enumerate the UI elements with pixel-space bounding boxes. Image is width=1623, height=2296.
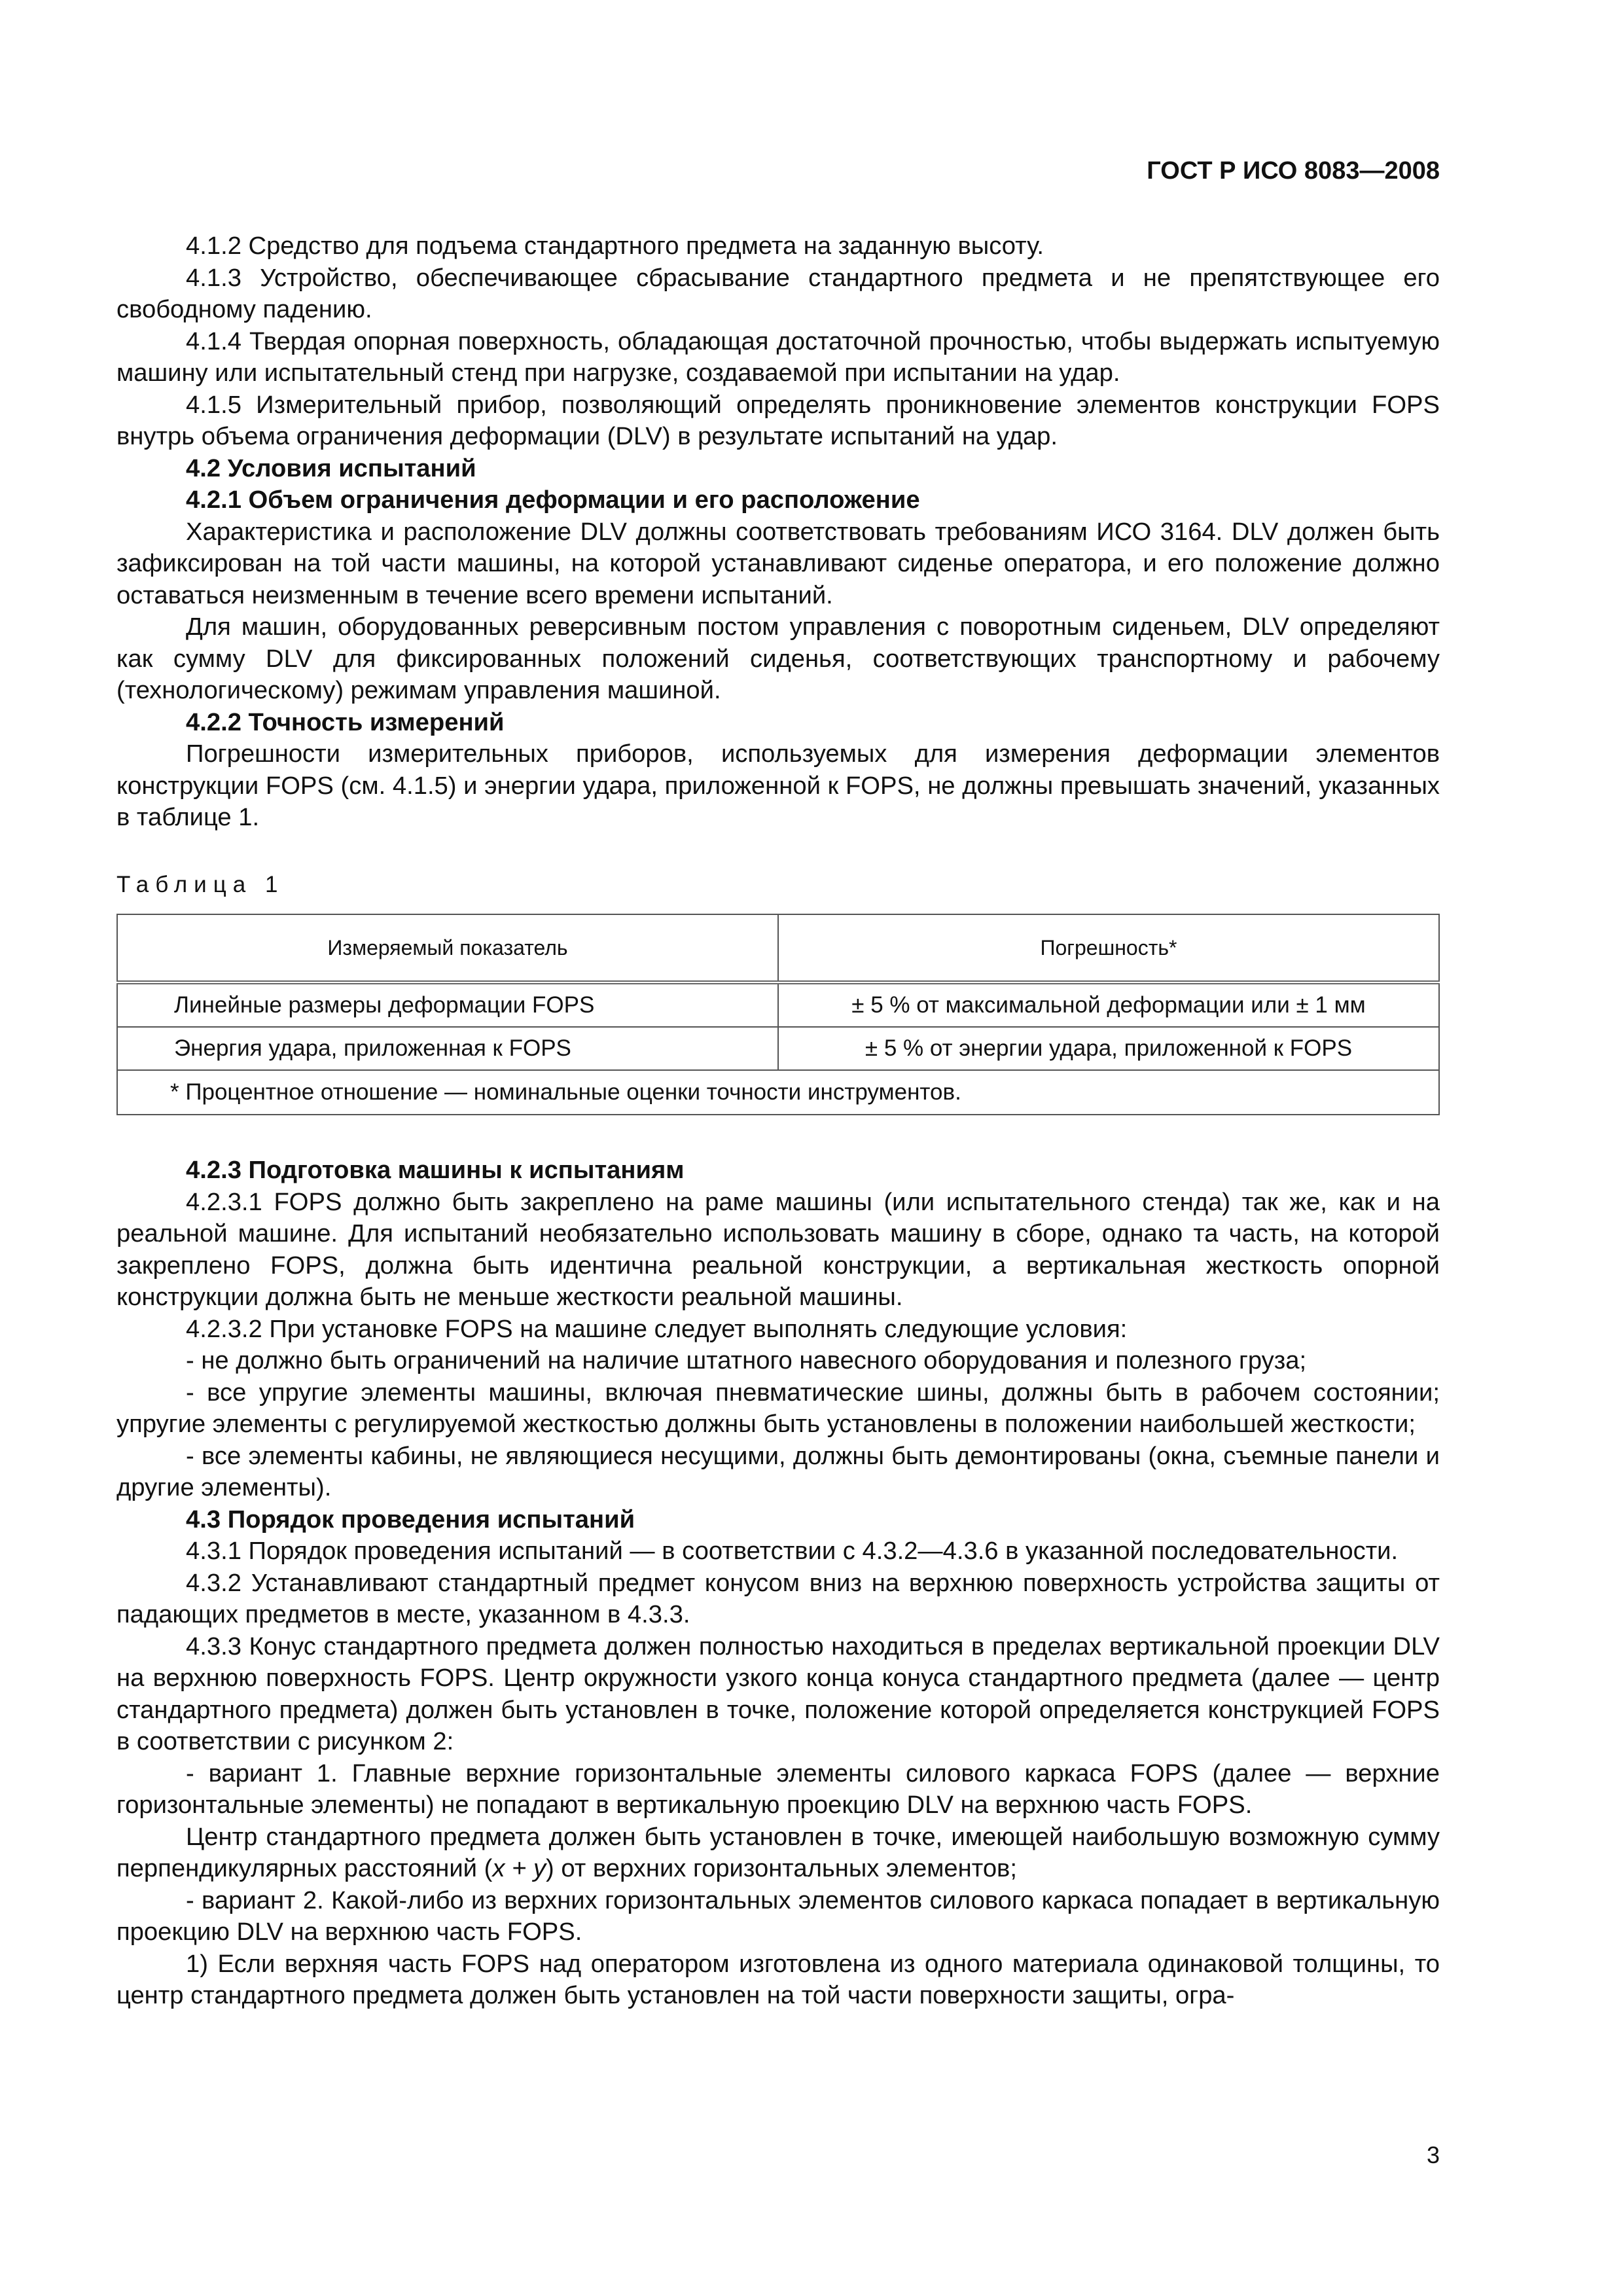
list-item: - все упругие элементы машины, включая пневматические шины, должны быть в рабочем состоянии; упругие элементы с регулируемой жесткостью должны быть установлены в положении наибольшей жесткости; bbox=[116, 1378, 1440, 1438]
section-heading: 4.2 Условия испытаний bbox=[186, 454, 476, 482]
document-body bbox=[116, 230, 1440, 2012]
table-cell: ± 5 % от максимальной деформации или ± 1 мм bbox=[778, 982, 1439, 1027]
paragraph: 4.3.3 Конус стандартного предмета должен полностью находиться в пределах вертикальной проекции DLV на верхнюю поверхность FOPS. Центр окружности узкого конца конуса стандартного предмета (далее — центр стандартного предмета) должен быть установлен в точке, положение которой определяется конструкцией FOPS в соответствии с рисунком 2: bbox=[116, 1632, 1440, 1755]
text-span: Центр стандартного предмета должен быть установлен в точке, имеющей наибольшую возможную сумму перпендикулярных расстояний ( bbox=[116, 1822, 1440, 1882]
paragraph bbox=[116, 1821, 1440, 1885]
formula-xy: x + y bbox=[492, 1854, 546, 1882]
page-number: 3 bbox=[1426, 2142, 1440, 2168]
table-cell: Линейные размеры деформации FOPS bbox=[117, 982, 778, 1027]
subsection-heading: 4.2.2 Точность измерений bbox=[186, 708, 505, 736]
table-header-cell: Погрешность* bbox=[778, 914, 1439, 982]
accuracy-table bbox=[116, 914, 1440, 1115]
paragraph: 4.1.3 Устройство, обеспечивающее сбрасывание стандартного предмета и не препятствующее его свободному падению. bbox=[116, 263, 1440, 323]
paragraph: 4.1.5 Измерительный прибор, позволяющий определять проникновение элементов конструкции FOPS внутрь объема ограничения деформации (DLV) в результате испытаний на удар. bbox=[116, 390, 1440, 450]
list-item: - вариант 2. Какой-либо из верхних горизонтальных элементов силового каркаса попадает в вертикальную проекцию DLV на верхнюю часть FOPS. bbox=[116, 1886, 1440, 1946]
table-cell: Энергия удара, приложенная к FOPS bbox=[117, 1027, 778, 1070]
list-item: - вариант 1. Главные верхние горизонтальные элементы силового каркаса FOPS (далее — верхние горизонтальные элементы) не попадают в вертикальную проекцию DLV на верхнюю часть FOPS. bbox=[116, 1759, 1440, 1819]
table-footnote: * Процентное отношение — номинальные оценки точности инструментов. bbox=[117, 1070, 1439, 1115]
table-header-cell: Измеряемый показатель bbox=[117, 914, 778, 982]
list-item: - не должно быть ограничений на наличие штатного навесного оборудования и полезного груза; bbox=[186, 1346, 1307, 1374]
table-row bbox=[117, 1027, 1439, 1070]
table-caption: Таблица 1 bbox=[116, 871, 285, 897]
paragraph: Для машин, оборудованных реверсивным постом управления с поворотным сиденьем, DLV определяют как сумму DLV для фиксированных положений сиденья, соответствующих транспортному и рабочему (технологическому) режимам управления машиной. bbox=[116, 613, 1440, 704]
section-heading: 4.3 Порядок проведения испытаний bbox=[186, 1505, 635, 1534]
paragraph: 4.3.1 Порядок проведения испытаний — в соответствии с 4.3.2—4.3.6 в указанной последовательности. bbox=[186, 1537, 1399, 1565]
subsection-heading: 4.2.1 Объем ограничения деформации и его расположение bbox=[186, 486, 920, 514]
table-cell: ± 5 % от энергии удара, приложенной к FOPS bbox=[778, 1027, 1439, 1070]
standard-code-header: ГОСТ Р ИСО 8083—2008 bbox=[1147, 157, 1440, 185]
table-header-row bbox=[117, 914, 1439, 982]
table-row bbox=[117, 982, 1439, 1027]
paragraph: 4.2.3.2 При установке FOPS на машине следует выполнять следующие условия: bbox=[186, 1314, 1128, 1343]
paragraph: 4.2.3.1 FOPS должно быть закреплено на раме машины (или испытательного стенда) так же, как и на реальной машине. Для испытаний необязательно использовать машину в сборе, однако та часть, на которой закреплено FOPS, должна быть идентична реальной конструкции, а вертикальная жесткость опорной конструкции должна быть не меньше жесткости реальной машины. bbox=[116, 1187, 1440, 1311]
text-span: ) от верхних горизонтальных элементов; bbox=[546, 1854, 1017, 1882]
paragraph: 4.1.2 Средство для подъема стандартного предмета на заданную высоту. bbox=[186, 232, 1044, 260]
paragraph: 4.3.2 Устанавливают стандартный предмет конусом вниз на верхнюю поверхность устройства защиты от падающих предметов в месте, указанном в 4.3.3. bbox=[116, 1568, 1440, 1628]
paragraph: Характеристика и расположение DLV должны соответствовать требованиям ИСО 3164. DLV должен быть зафиксирован на той части машины, на которой устанавливают сиденье оператора, и его положение должно оставаться неизменным в течение всего времени испытаний. bbox=[116, 517, 1440, 609]
table-note-row bbox=[117, 1070, 1439, 1115]
paragraph: 1) Если верхняя часть FOPS над оператором изготовлена из одного материала одинаковой толщины, то центр стандартного предмета должен быть установлен на той части поверхности защиты, огра- bbox=[116, 1949, 1440, 2009]
paragraph: Погрешности измерительных приборов, используемых для измерения деформации элементов конструкции FOPS (см. 4.1.5) и энергии удара, приложенной к FOPS, не должны превышать значений, указанных в таблице 1. bbox=[116, 740, 1440, 831]
paragraph: 4.1.4 Твердая опорная поверхность, обладающая достаточной прочностью, чтобы выдержать испытуемую машину или испытательный стенд при нагрузке, создаваемой при испытании на удар. bbox=[116, 327, 1440, 387]
list-item: - все элементы кабины, не являющиеся несущими, должны быть демонтированы (окна, съемные панели и другие элементы). bbox=[116, 1441, 1440, 1501]
subsection-heading: 4.2.3 Подготовка машины к испытаниям bbox=[186, 1156, 685, 1184]
